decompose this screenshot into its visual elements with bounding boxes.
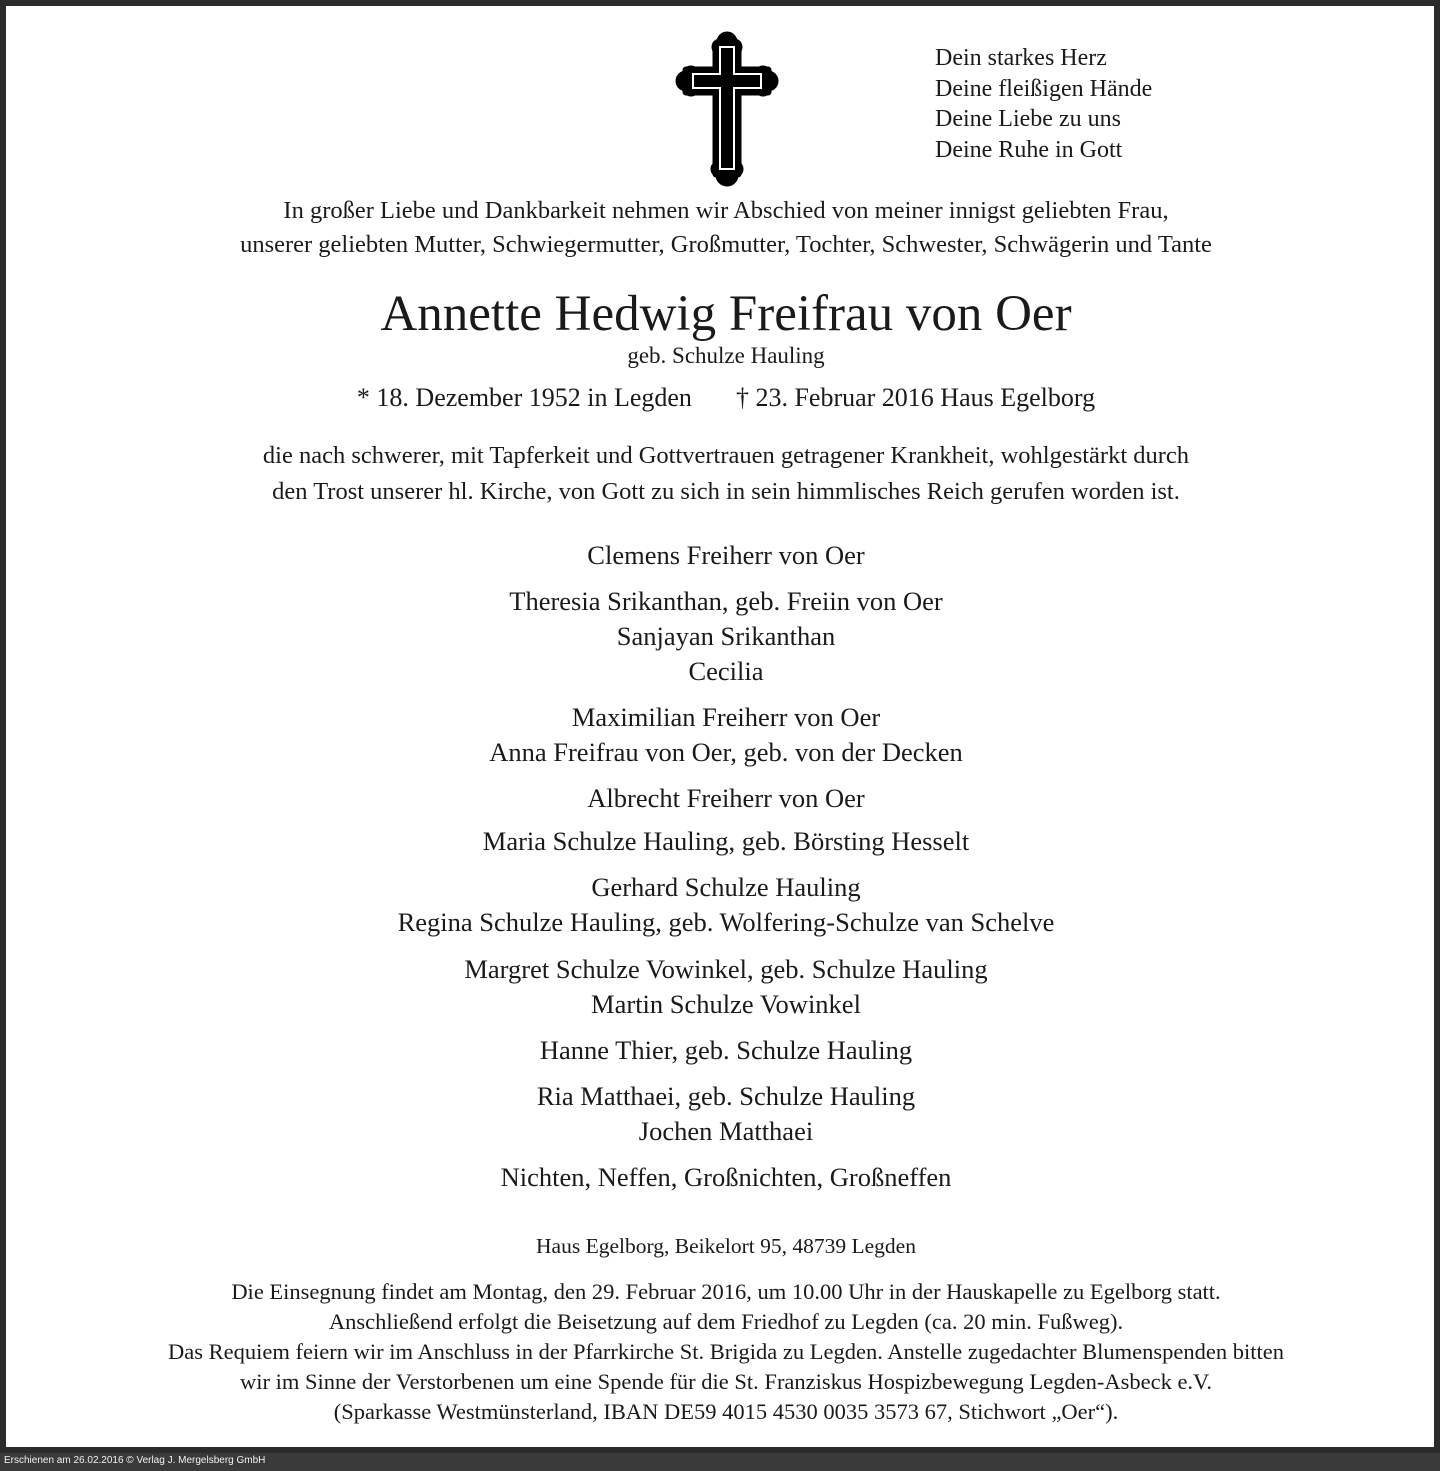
poem-line: Dein starkes Herz (935, 45, 1107, 71)
mourner: Cecilia (688, 656, 764, 686)
passing-text: die nach schwerer, mit Tapferkeit und Gottvertrauen getragener Krankheit, wohlgestärkt durch (262, 442, 1190, 469)
intro-line: In großer Liebe und Dankbarkeit nehmen wir Abschied von meiner innigst geliebten Frau, (283, 197, 1169, 224)
mourner: Jochen Matthaei (638, 1116, 814, 1146)
mourner: Clemens Freiherr von Oer (587, 540, 865, 570)
mourner: Anna Freifrau von Oer, geb. von der Decken (489, 737, 963, 767)
poem-line: Deine Ruhe in Gott (935, 136, 1123, 163)
mourner: Gerhard Schulze Hauling (591, 872, 861, 902)
poem (935, 43, 1152, 165)
mourner: Regina Schulze Hauling, geb. Wolfering-Schulze van Schelve (397, 907, 1055, 937)
mourner: Sanjayan Srikanthan (616, 621, 836, 651)
mourner: Maria Schulze Hauling, geb. Börsting Hesselt (482, 826, 970, 856)
mourner: Margret Schulze Vowinkel, geb. Schulze Hauling (464, 954, 988, 984)
birth-date: * 18. Dezember 1952 in Legden (356, 383, 692, 412)
ceremony-line: Anschließend erfolgt die Beisetzung auf dem Friedhof zu Legden (ca. 20 min. Fußweg). (328, 1309, 1124, 1334)
life-dates (6, 383, 1440, 413)
mourner: Theresia Srikanthan, geb. Freiin von Oer (509, 586, 943, 616)
mourner: Nichten, Neffen, Großnichten, Großneffen (500, 1162, 952, 1192)
address: Haus Egelborg, Beikelort 95, 48739 Legden (536, 1234, 916, 1258)
poem-line: Deine Liebe zu uns (935, 106, 1121, 132)
ceremony-line: wir im Sinne der Verstorbenen um eine Spende für die St. Franziskus Hospizbewegung Legden-Asbeck e.V. (239, 1369, 1213, 1394)
intro-line: unserer geliebten Mutter, Schwiegermutter, Großmutter, Tochter, Schwester, Schwägerin und Tante (240, 231, 1212, 258)
poem-line: Deine fleißigen Hände (935, 75, 1153, 102)
footer-text: Erschienen am 26.02.2016 © Verlag J. Mergelsberg GmbH (4, 1455, 266, 1466)
ceremony-line: Die Einsegnung findet am Montag, den 29. Februar 2016, um 10.00 Uhr in der Hauskapelle zu Egelborg statt. (231, 1279, 1221, 1304)
mourner: Hanne Thier, geb. Schulze Hauling (539, 1035, 913, 1065)
mourner: Martin Schulze Vowinkel (591, 989, 861, 1019)
passing-text: den Trost unserer hl. Kirche, von Gott zu sich in sein himmlisches Reich gerufen worden ist. (272, 478, 1180, 505)
born-name: geb. Schulze Hauling (627, 343, 825, 368)
deceased-name: Annette Hedwig Freifrau von Oer (380, 286, 1072, 342)
cross-icon (675, 31, 779, 189)
footer-bar (0, 1453, 1440, 1471)
ceremony-line: Das Requiem feiern wir im Anschluss in der Pfarrkirche St. Brigida zu Legden. Anstelle zugedachter Blumenspenden bitten (168, 1339, 1284, 1364)
death-date: † 23. Februar 2016 Haus Egelborg (735, 383, 1096, 412)
mourner: Ria Matthaei, geb. Schulze Hauling (536, 1081, 916, 1111)
mourner: Maximilian Freiherr von Oer (571, 702, 881, 732)
mourner: Albrecht Freiherr von Oer (587, 783, 865, 813)
ceremony-line: (Sparkasse Westmünsterland, IBAN DE59 4015 4530 0035 3573 67, Stichwort „Oer“). (333, 1399, 1119, 1424)
